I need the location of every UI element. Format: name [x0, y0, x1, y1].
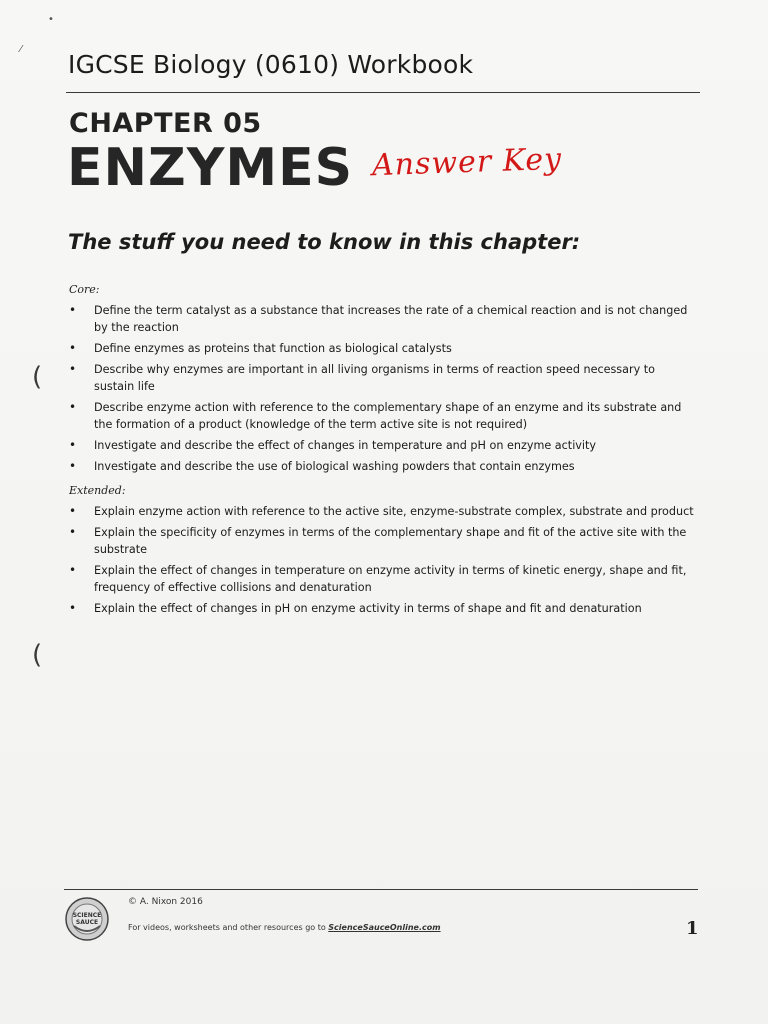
logo-graphic [64, 896, 110, 942]
list-item [69, 458, 694, 475]
footer-divider [64, 889, 698, 890]
list-item [69, 399, 694, 433]
list-item [69, 600, 694, 617]
list-item [69, 562, 694, 596]
core-label: Core: [69, 283, 100, 296]
objective-text: Describe enzyme action with reference to the complementary shape of an enzyme and its substrate and the formation of a product (knowledge of the term active site is not required) [94, 401, 682, 431]
bullet-icon: • [69, 400, 77, 414]
objective-text: Describe why enzymes are important in all living organisms in terms of reaction speed necessary to sustain life [94, 363, 656, 393]
extended-label: Extended: [69, 484, 126, 497]
handwritten-answer-key: Answer Key [371, 141, 563, 184]
bullet-icon: • [69, 525, 77, 539]
page-number: 1 [686, 918, 699, 939]
bullet-icon: • [69, 362, 77, 376]
website-link[interactable]: ScienceSauceOnline.com [328, 923, 441, 932]
section-heading: The stuff you need to know in this chapter: [68, 230, 581, 254]
scan-speck: ⁄ [20, 44, 22, 55]
objective-text: Explain enzyme action with reference to the active site, enzyme-substrate complex, substrate and product [94, 505, 694, 518]
list-item [69, 524, 694, 558]
objective-text: Explain the effect of changes in temperature on enzyme activity in terms of kinetic energy, shape and fit, frequency of effective collisions and denaturation [94, 564, 687, 594]
list-item [69, 302, 694, 336]
svg-text:SCIENCE: SCIENCE [72, 912, 102, 919]
bullet-icon: • [69, 303, 77, 317]
extended-objectives-list [69, 503, 694, 621]
chapter-title: ENZYMES [67, 138, 354, 198]
list-item [69, 503, 694, 520]
objective-text: Define the term catalyst as a substance that increases the rate of a chemical reaction and is not changed by the reaction [94, 304, 688, 334]
bullet-icon: • [69, 563, 77, 577]
core-objectives-list [69, 302, 694, 479]
bullet-icon: • [69, 504, 77, 518]
list-item [69, 340, 694, 357]
workbook-title: IGCSE Biology (0610) Workbook [68, 50, 474, 79]
objective-text: Investigate and describe the use of biological washing powders that contain enzymes [94, 460, 575, 473]
svg-text:SAUCE: SAUCE [75, 919, 99, 926]
copyright-notice: © A. Nixon 2016 [128, 897, 203, 907]
bullet-icon: • [69, 601, 77, 615]
chapter-number: CHAPTER 05 [69, 108, 262, 139]
resources-note [128, 923, 441, 932]
objective-text: Investigate and describe the effect of changes in temperature and pH on enzyme activity [94, 439, 597, 452]
header-divider [66, 92, 700, 93]
scan-speck: • [48, 14, 54, 25]
list-item [69, 361, 694, 395]
binder-hole-mark: ( [32, 362, 43, 392]
bullet-icon: • [69, 459, 77, 473]
objective-text: Explain the specificity of enzymes in terms of the complementary shape and fit of the active site with the substrate [94, 526, 687, 556]
binder-hole-mark: ( [32, 640, 43, 670]
bullet-icon: • [69, 438, 77, 452]
objective-text: Define enzymes as proteins that function as biological catalysts [94, 342, 452, 355]
list-item [69, 437, 694, 454]
science-sauce-logo [64, 896, 110, 942]
resources-text: For videos, worksheets and other resources go to [128, 923, 326, 932]
bullet-icon: • [69, 341, 77, 355]
objective-text: Explain the effect of changes in pH on enzyme activity in terms of shape and fit and denaturation [94, 602, 642, 615]
